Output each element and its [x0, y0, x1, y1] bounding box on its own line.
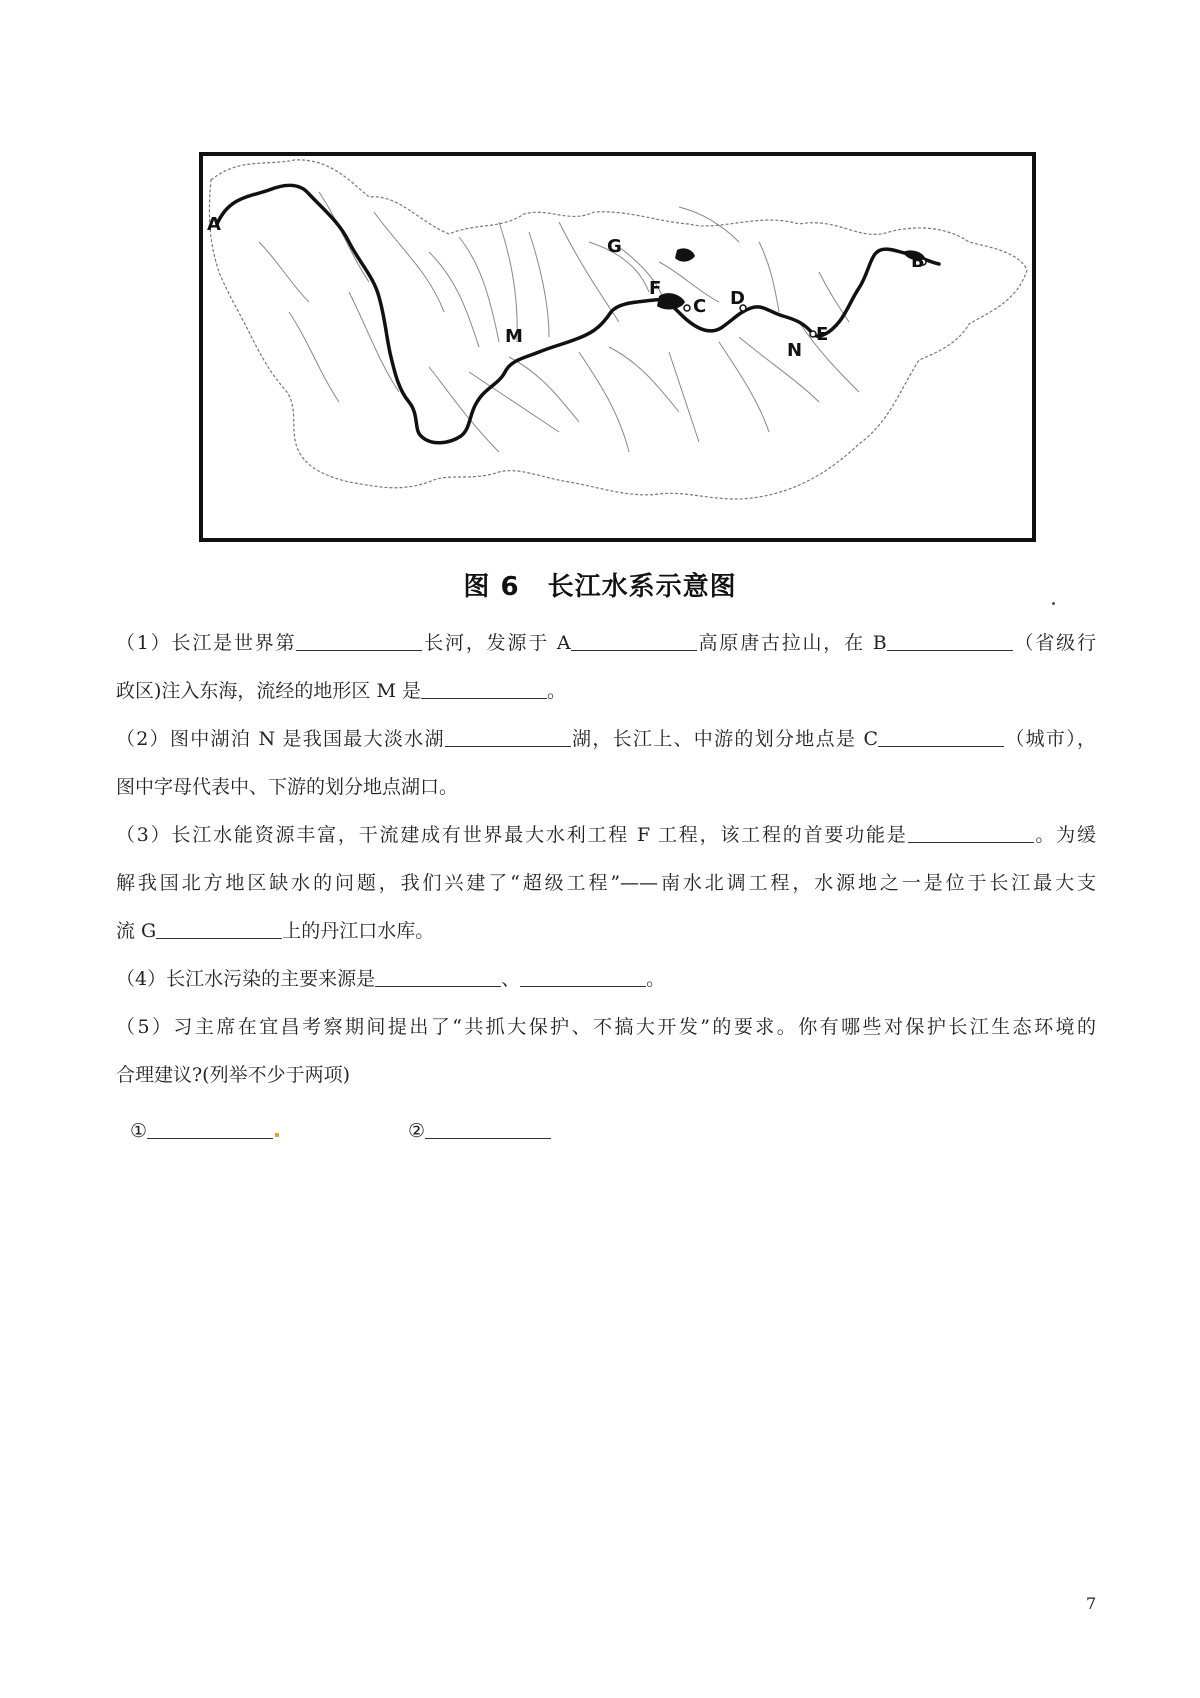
- answer2-label: ②: [408, 1120, 426, 1142]
- q3-text-c: 流 G: [116, 920, 157, 942]
- label-d: D: [730, 288, 745, 309]
- stray-mark: [275, 1133, 279, 1137]
- q5-line2: 合理建议?(列举不少于两项): [116, 1064, 351, 1086]
- label-a: A: [207, 214, 221, 235]
- q2-text-a: （2）图中湖泊 N 是我国最大淡水湖: [116, 728, 445, 750]
- figure-caption: [0, 566, 1200, 603]
- q3-text-a: （3）长江水能资源丰富，干流建成有世界最大水利工程 F 工程，该工程的首要功能是: [116, 824, 908, 846]
- q2-text-b: 湖，长江上、中游的划分地点是 C: [570, 728, 879, 750]
- marker-c: [684, 305, 690, 311]
- q3-text-b: 。为缓: [1033, 824, 1096, 846]
- page-number: 7: [1086, 1594, 1097, 1613]
- label-m: M: [505, 326, 523, 347]
- q4-blank-source1[interactable]: [375, 968, 501, 987]
- q1-text-c: 高原唐古拉山，在 B: [696, 632, 887, 654]
- q3-line3: [116, 918, 1096, 944]
- q3-text-d: 上的丹江口水库。: [282, 920, 435, 942]
- q1-text-d: （省级行: [1012, 632, 1096, 654]
- q4-line1: [116, 966, 1096, 992]
- caption-number: 图 6: [463, 572, 520, 602]
- label-f: F: [649, 278, 662, 299]
- q1-text-b: 长河，发源于 A: [422, 632, 571, 654]
- q2-text-c: （城市），: [1004, 728, 1096, 750]
- q1-blank-rank[interactable]: [296, 632, 422, 651]
- q4-blank-source2[interactable]: [520, 968, 646, 987]
- q1-text-e: 政区)注入东海，流经的地形区 M 是: [116, 680, 421, 702]
- q5-answers: [130, 1118, 426, 1144]
- q1-text-a: （1）长江是世界第: [116, 632, 297, 654]
- q3-blank-tributary[interactable]: [156, 920, 282, 939]
- q2-line1: [116, 726, 1096, 752]
- q3-line1: [116, 822, 1096, 848]
- yangtze-river-map: [199, 152, 1036, 542]
- q3-blank-function[interactable]: [908, 824, 1034, 843]
- q2-blank-lake[interactable]: [445, 728, 571, 747]
- q4-text-c: 。: [646, 968, 666, 990]
- label-e: E: [816, 324, 829, 345]
- label-g: G: [607, 236, 622, 257]
- map-drawing: [199, 152, 1036, 542]
- q4-text-b: 、: [501, 968, 521, 990]
- answer2-blank[interactable]: [425, 1120, 551, 1139]
- q3-line2: 解我国北方地区缺水的问题，我们兴建了“超级工程”——南水北调工程，水源地之一是位于长江最大支: [116, 872, 1096, 894]
- q1-blank-terrain[interactable]: [421, 680, 547, 699]
- label-n: N: [787, 340, 803, 361]
- label-c: C: [693, 296, 707, 317]
- q5-line1: （5）习主席在宜昌考察期间提出了“共抓大保护、不搞大开发”的要求。你有哪些对保护长江生态环境的: [116, 1016, 1096, 1038]
- label-b: B: [911, 251, 925, 272]
- q1-line1: [116, 630, 1096, 656]
- answer1-label: ①: [130, 1120, 148, 1142]
- q2-blank-city[interactable]: [878, 728, 1004, 747]
- stray-dot: [1052, 602, 1055, 605]
- caption-title: 长江水系示意图: [547, 572, 737, 602]
- q1-line2: [116, 678, 1096, 704]
- answer1-blank[interactable]: [147, 1120, 273, 1139]
- q4-text-a: （4）长江水污染的主要来源是: [116, 968, 376, 990]
- q1-blank-province[interactable]: [887, 632, 1013, 651]
- q1-blank-plateau[interactable]: [571, 632, 697, 651]
- q1-text-f: 。: [546, 680, 566, 702]
- q2-line2: 图中字母代表中、下游的划分地点湖口。: [116, 776, 459, 798]
- answer2: [408, 1118, 551, 1144]
